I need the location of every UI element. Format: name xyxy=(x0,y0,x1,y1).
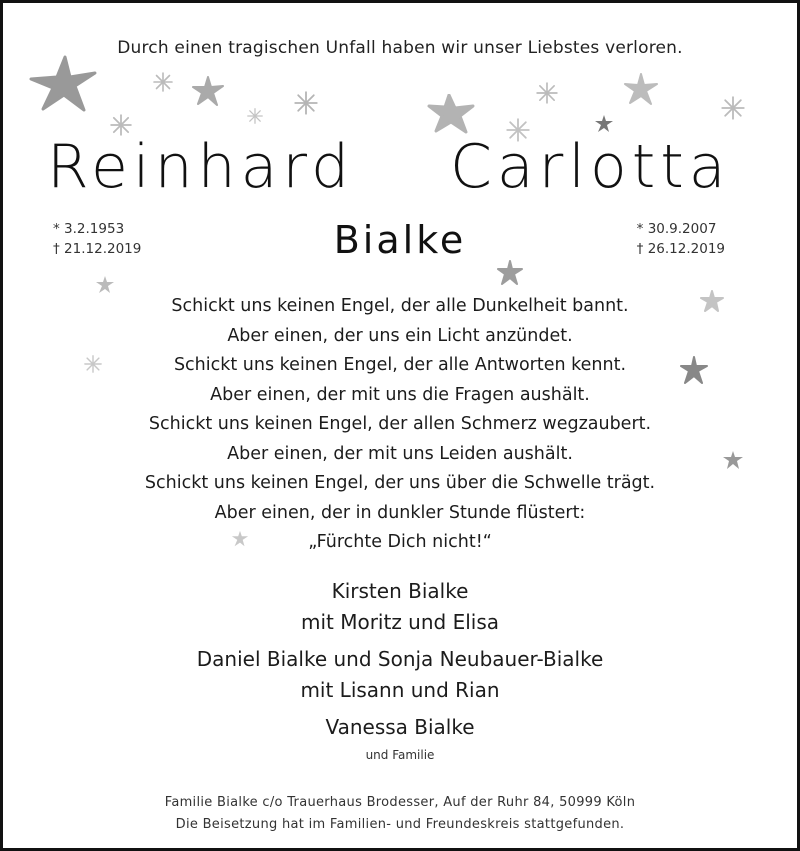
star-icon xyxy=(29,55,97,113)
poem-line: Schickt uns keinen Engel, der alle Dunkelheit bannt. xyxy=(171,296,629,316)
first-name-reinhard: Reinhard xyxy=(47,132,355,202)
poem-line: Schickt uns keinen Engel, der alle Antworten kennt. xyxy=(173,355,627,375)
first-name-carlotta: Carlotta xyxy=(450,132,731,202)
footer xyxy=(3,792,797,836)
sparkle-icon xyxy=(247,108,263,124)
poem-line: Aber einen, der uns ein Licht anzündet. xyxy=(227,325,573,346)
poem-line: Schickt uns keinen Engel, der uns über die Schwelle trägt. xyxy=(144,473,656,493)
poem xyxy=(3,292,797,558)
death-date: † 26.12.2019 xyxy=(636,241,725,257)
mourner-name: Vanessa Bialke xyxy=(325,715,475,739)
star-icon xyxy=(623,73,659,105)
and-family-text: und Familie xyxy=(365,748,435,762)
sparkle-icon xyxy=(536,82,558,104)
star-icon xyxy=(594,114,614,134)
intro-text: Durch einen tragischen Unfall haben wir unser Liebstes verloren. xyxy=(117,38,683,58)
poem-line: „Fürchte Dich nicht!“ xyxy=(308,532,492,552)
dates-carlotta xyxy=(637,219,725,259)
sparkle-icon xyxy=(294,91,318,115)
poem-line: Aber einen, der in dunkler Stunde flüstert: xyxy=(214,502,586,523)
poem-line: Aber einen, der mit uns Leiden aushält. xyxy=(227,443,573,464)
poem-line: Schickt uns keinen Engel, der allen Schmerz wegzaubert. xyxy=(148,414,652,434)
mourner-name: mit Moritz und Elisa xyxy=(300,610,500,634)
burial-note: Die Beisetzung hat im Familien- und Freundeskreis stattgefunden. xyxy=(175,817,625,832)
birth-date: * 3.2.1953 xyxy=(53,221,125,237)
birth-date: * 30.9.2007 xyxy=(636,221,717,237)
star-icon xyxy=(497,260,523,286)
mourner-name: mit Lisann und Rian xyxy=(300,678,500,702)
mourner-name: Daniel Bialke und Sonja Neubauer-Bialke xyxy=(196,647,604,671)
star-icon xyxy=(192,76,224,106)
surname: Bialke xyxy=(333,218,467,262)
sparkle-icon xyxy=(721,96,745,120)
mourner-name: Kirsten Bialke xyxy=(331,579,469,603)
star-icon xyxy=(427,94,475,134)
poem-line: Aber einen, der mit uns die Fragen aushält. xyxy=(210,384,590,405)
mourners xyxy=(3,576,797,765)
death-date: † 21.12.2019 xyxy=(53,241,142,257)
sparkle-icon xyxy=(153,72,173,92)
address-text: Familie Bialke c/o Trauerhaus Brodesser, Auf der Ruhr 84, 50999 Köln xyxy=(164,795,636,810)
